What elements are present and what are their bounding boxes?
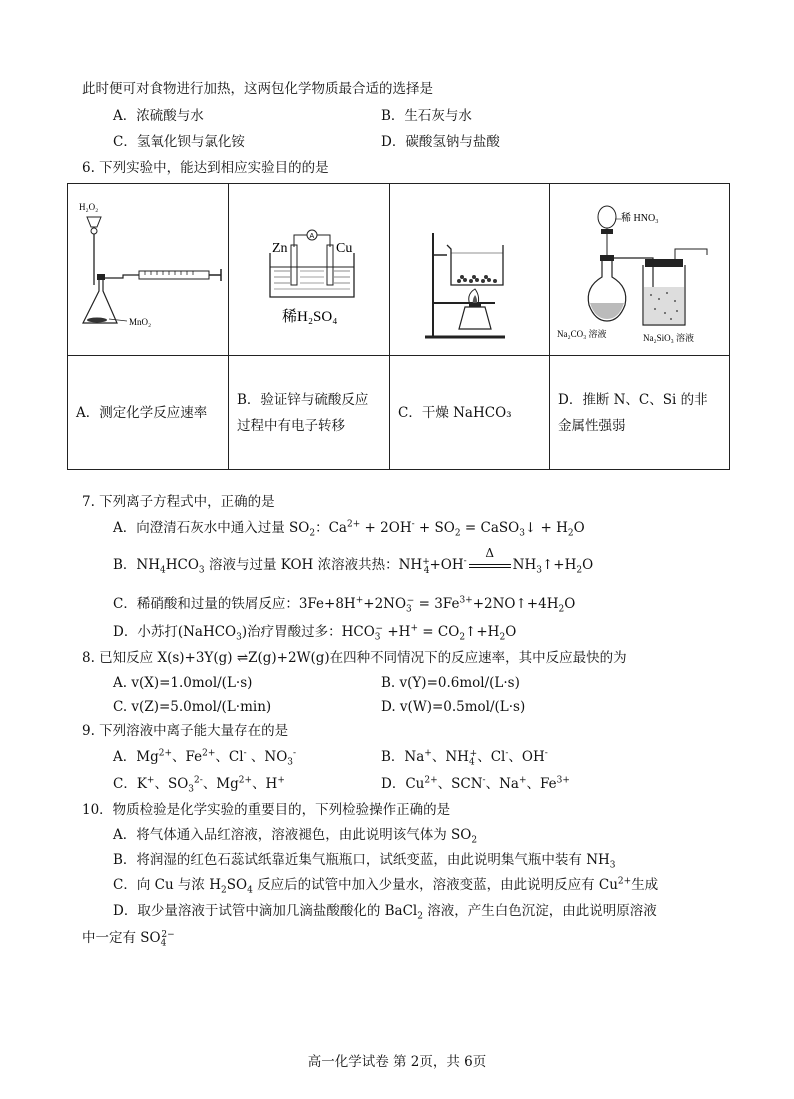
q7-option-c: C．稀硝酸和过量的铁屑反应：$3Fe+8H^++2NO_3^-$ = $3Fe^{3+}+2NO↑+4H_2O$: [113, 595, 576, 615]
fig-d-cell: [550, 184, 730, 356]
q9-option-a: A．$Mg^{2+}$、$Fe^{2+}$、Cl- 、$NO_3^-$: [113, 748, 297, 768]
fig-a-h2o2-label: H₂O₂: [79, 201, 99, 212]
fig-c-apparatus: [395, 195, 545, 345]
q7-option-a: A．向澄清石灰水中通入过量 $SO_2$：$Ca^{2+} + 2OH^- + SO_2$ = CaSO$_3$↓ + $H_2O$: [113, 519, 585, 539]
q7-stem: 7. 下列离子方程式中，正确的是: [82, 494, 275, 510]
q5-stem: 此时便可对食物进行加热，这两包化学物质最合适的选择是: [82, 81, 433, 97]
q8-option-d: D. v(W)=0.5mol/(L·s): [381, 699, 526, 715]
q10-option-c: C．向 Cu 与浓 $H_2SO_4$ 反应后的试管中加入少量水，溶液变蓝，由此说明反应有 $Cu^{2+}$生成: [113, 876, 659, 896]
q6-experiment-table: [67, 183, 730, 470]
q10-stem: 10．物质检验是化学实验的重要目的，下列检验操作正确的是: [82, 802, 451, 818]
q9-option-c: C．K+、$SO_3^{2-}$、$Mg^{2+}$、H+: [113, 775, 285, 795]
fig-b-h2so4-label: 稀H₂SO₄: [282, 308, 338, 325]
fig-d-na2co3-label: Na₂CO₃ 溶液: [556, 328, 607, 339]
q8-stem: 8. 已知反应 X(s)+3Y(g) ⇌Z(g)+2W(g)在四种不同情况下的反应速率，其中反应最快的为: [82, 650, 627, 666]
q9-stem: 9. 下列溶液中离子能大量存在的是: [82, 723, 289, 739]
fig-a-mno2-label: MnO₂: [129, 316, 152, 327]
fig-a-apparatus: [73, 195, 223, 345]
fig-a-cell: [68, 184, 229, 356]
q8-option-c: C. v(Z)=5.0mol/(L·min): [113, 699, 272, 715]
q5-option-b: B．生石灰与水: [381, 108, 472, 124]
q8-option-b: B. v(Y)=0.6mol/(L·s): [381, 675, 520, 691]
q6-caption-b: B．验证锌与硫酸反应过程中有电子转移: [229, 356, 390, 470]
fig-c-cell: [390, 184, 550, 356]
fig-d-hno3-label: 稀 HNO₃: [620, 212, 659, 224]
q8-option-a: A. v(X)=1.0mol/(L·s): [113, 675, 253, 691]
q10-option-d-cont: 中一定有 $SO_4^{2-}$: [82, 929, 175, 949]
q7-option-b: B．$NH_4HCO_3$ 溶液与过量 KOH 浓溶液共热：$NH^+_4+OH^-$ Δ $NH_3↑+H_2O$: [113, 546, 594, 576]
q6-caption-c: C．干燥 NaHCO₃: [390, 356, 550, 470]
q6-caption-d: D．推断 N、C、Si 的非金属性强弱: [550, 356, 730, 470]
fig-b-zn-label: Zn: [272, 240, 288, 256]
fig-b-ammeter-label: A: [309, 232, 315, 240]
q5-option-c: C．氢氧化钡与氯化铵: [113, 134, 245, 150]
q9-option-b: B．Na+、$NH_4^+$、Cl-、OH-: [381, 748, 548, 768]
fig-d-na2sio3-label: Na₂SiO₃ 溶液: [642, 332, 694, 343]
q6-stem: 6. 下列实验中，能达到相应实验目的的是: [82, 160, 329, 176]
q9-option-d: D．$Cu^{2+}$、SCN-、Na+、$Fe^{3+}$: [381, 775, 570, 792]
q5-option-a: A．浓硫酸与水: [113, 108, 204, 124]
q10-option-a: A．将气体通入品红溶液，溶液褪色，由此说明该气体为 $SO_2$: [113, 827, 478, 846]
fig-b-apparatus: [234, 195, 384, 345]
q10-option-d: D．取少量溶液于试管中滴加几滴盐酸酸化的 BaCl$_2$ 溶液，产生白色沉淀，由此说明原溶液: [113, 903, 657, 922]
fig-b-cell: [229, 184, 390, 356]
q10-option-b: B．将润湿的红色石蕊试纸靠近集气瓶瓶口，试纸变蓝，由此说明集气瓶中装有 $NH_3$: [113, 852, 616, 871]
q7-option-d: D．小苏打(NaHCO$_3$)治疗胃酸过多：$HCO_3^- +H^+$ = $CO_2↑+H_2O$: [113, 623, 517, 643]
page-footer: 高一化学试卷 第 2页，共 6页: [307, 1054, 487, 1070]
q7-delta: Δ: [485, 546, 494, 560]
q5-option-d: D．碳酸氢钠与盐酸: [381, 134, 500, 150]
fig-d-apparatus: [555, 195, 725, 345]
fig-b-cu-label: Cu: [336, 240, 353, 256]
q6-caption-a: A．测定化学反应速率: [68, 356, 229, 470]
